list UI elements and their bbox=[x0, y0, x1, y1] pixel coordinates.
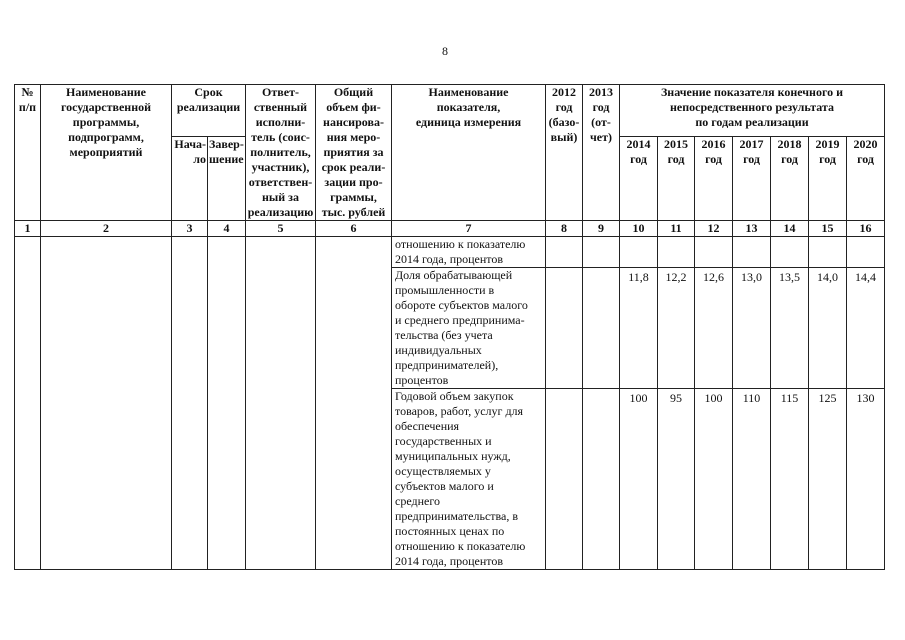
table-row bbox=[15, 237, 885, 268]
page-number: 8 bbox=[442, 44, 448, 58]
value-2019: 125 bbox=[809, 389, 847, 570]
value-2019 bbox=[809, 237, 847, 268]
value-2016 bbox=[695, 237, 733, 268]
column-number: 1 bbox=[15, 221, 41, 237]
value-2015: 12,2 bbox=[658, 268, 695, 389]
header-year-2020: 2020 год bbox=[847, 137, 885, 221]
empty-cell bbox=[546, 389, 583, 570]
header-col-2013: 2013 год (от- чет) bbox=[583, 85, 620, 221]
empty-cell bbox=[546, 237, 583, 268]
header-col-end: Завер- шение bbox=[208, 137, 246, 221]
empty-cell bbox=[208, 237, 246, 570]
header-col-values: Значение показателя конечного и непосредственного результата по годам реализации bbox=[620, 85, 885, 137]
value-2017: 13,0 bbox=[733, 268, 771, 389]
value-2016: 100 bbox=[695, 389, 733, 570]
empty-cell bbox=[583, 237, 620, 268]
column-number: 2 bbox=[41, 221, 172, 237]
header-col-start: Нача- ло bbox=[172, 137, 208, 221]
value-2015: 95 bbox=[658, 389, 695, 570]
column-number: 6 bbox=[316, 221, 392, 237]
value-2015 bbox=[658, 237, 695, 268]
column-number: 14 bbox=[771, 221, 809, 237]
column-number: 9 bbox=[583, 221, 620, 237]
column-number: 10 bbox=[620, 221, 658, 237]
value-2014 bbox=[620, 237, 658, 268]
column-number: 5 bbox=[246, 221, 316, 237]
header-year-2019: 2019 год bbox=[809, 137, 847, 221]
value-2020 bbox=[847, 237, 885, 268]
empty-cell bbox=[246, 237, 316, 570]
value-2017: 110 bbox=[733, 389, 771, 570]
header-year-2018: 2018 год bbox=[771, 137, 809, 221]
header-col-term: Срок реализации bbox=[172, 85, 246, 137]
empty-cell bbox=[15, 237, 41, 570]
empty-cell bbox=[583, 389, 620, 570]
empty-cell bbox=[316, 237, 392, 570]
value-2014: 100 bbox=[620, 389, 658, 570]
header-col-name: Наименование государственной программы, подпрограмм, мероприятий bbox=[41, 85, 172, 221]
value-2018: 115 bbox=[771, 389, 809, 570]
column-number: 8 bbox=[546, 221, 583, 237]
header-year-2017: 2017 год bbox=[733, 137, 771, 221]
header-col-2012: 2012 год (базо- вый) bbox=[546, 85, 583, 221]
header-col-volume: Общий объем фи- нансирова- ния меро- приятия за срок реали- зации про- граммы, тыс. рублей bbox=[316, 85, 392, 221]
indicator-table bbox=[14, 84, 885, 570]
header-col-indicator: Наименование показателя, единица измерения bbox=[392, 85, 546, 221]
indicator-name: Годовой объем закупок товаров, работ, услуг для обеспечения государственных и муниципальных нужд, осуществляемых у субъектов малого и среднего предпринимательства, в постоянных ценах по отношению к показателю 2014 года, процентов bbox=[392, 389, 546, 570]
column-number: 4 bbox=[208, 221, 246, 237]
header-year-2014: 2014 год bbox=[620, 137, 658, 221]
indicator-name: Доля обрабатывающей промышленности в обороте субъектов малого и среднего предпринима- тельства (без учета индивидуальных предпринимателей), процентов bbox=[392, 268, 546, 389]
value-2018: 13,5 bbox=[771, 268, 809, 389]
value-2020: 130 bbox=[847, 389, 885, 570]
value-2020: 14,4 bbox=[847, 268, 885, 389]
value-2019: 14,0 bbox=[809, 268, 847, 389]
value-2017 bbox=[733, 237, 771, 268]
header-year-2015: 2015 год bbox=[658, 137, 695, 221]
header-col-responsible: Ответ- ственный исполни- тель (соис- полнитель, участник), ответствен- ный за реализацию bbox=[246, 85, 316, 221]
column-number: 13 bbox=[733, 221, 771, 237]
value-2018 bbox=[771, 237, 809, 268]
value-2016: 12,6 bbox=[695, 268, 733, 389]
column-number: 15 bbox=[809, 221, 847, 237]
column-number: 3 bbox=[172, 221, 208, 237]
column-number: 11 bbox=[658, 221, 695, 237]
column-number: 12 bbox=[695, 221, 733, 237]
value-2014: 11,8 bbox=[620, 268, 658, 389]
empty-cell bbox=[172, 237, 208, 570]
header-col-num: № п/п bbox=[15, 85, 41, 221]
empty-cell bbox=[41, 237, 172, 570]
column-number: 16 bbox=[847, 221, 885, 237]
column-number: 7 bbox=[392, 221, 546, 237]
empty-cell bbox=[546, 268, 583, 389]
indicator-name: отношению к показателю 2014 года, процентов bbox=[392, 237, 546, 268]
column-numbers-row bbox=[15, 221, 885, 237]
empty-cell bbox=[583, 268, 620, 389]
header-year-2016: 2016 год bbox=[695, 137, 733, 221]
